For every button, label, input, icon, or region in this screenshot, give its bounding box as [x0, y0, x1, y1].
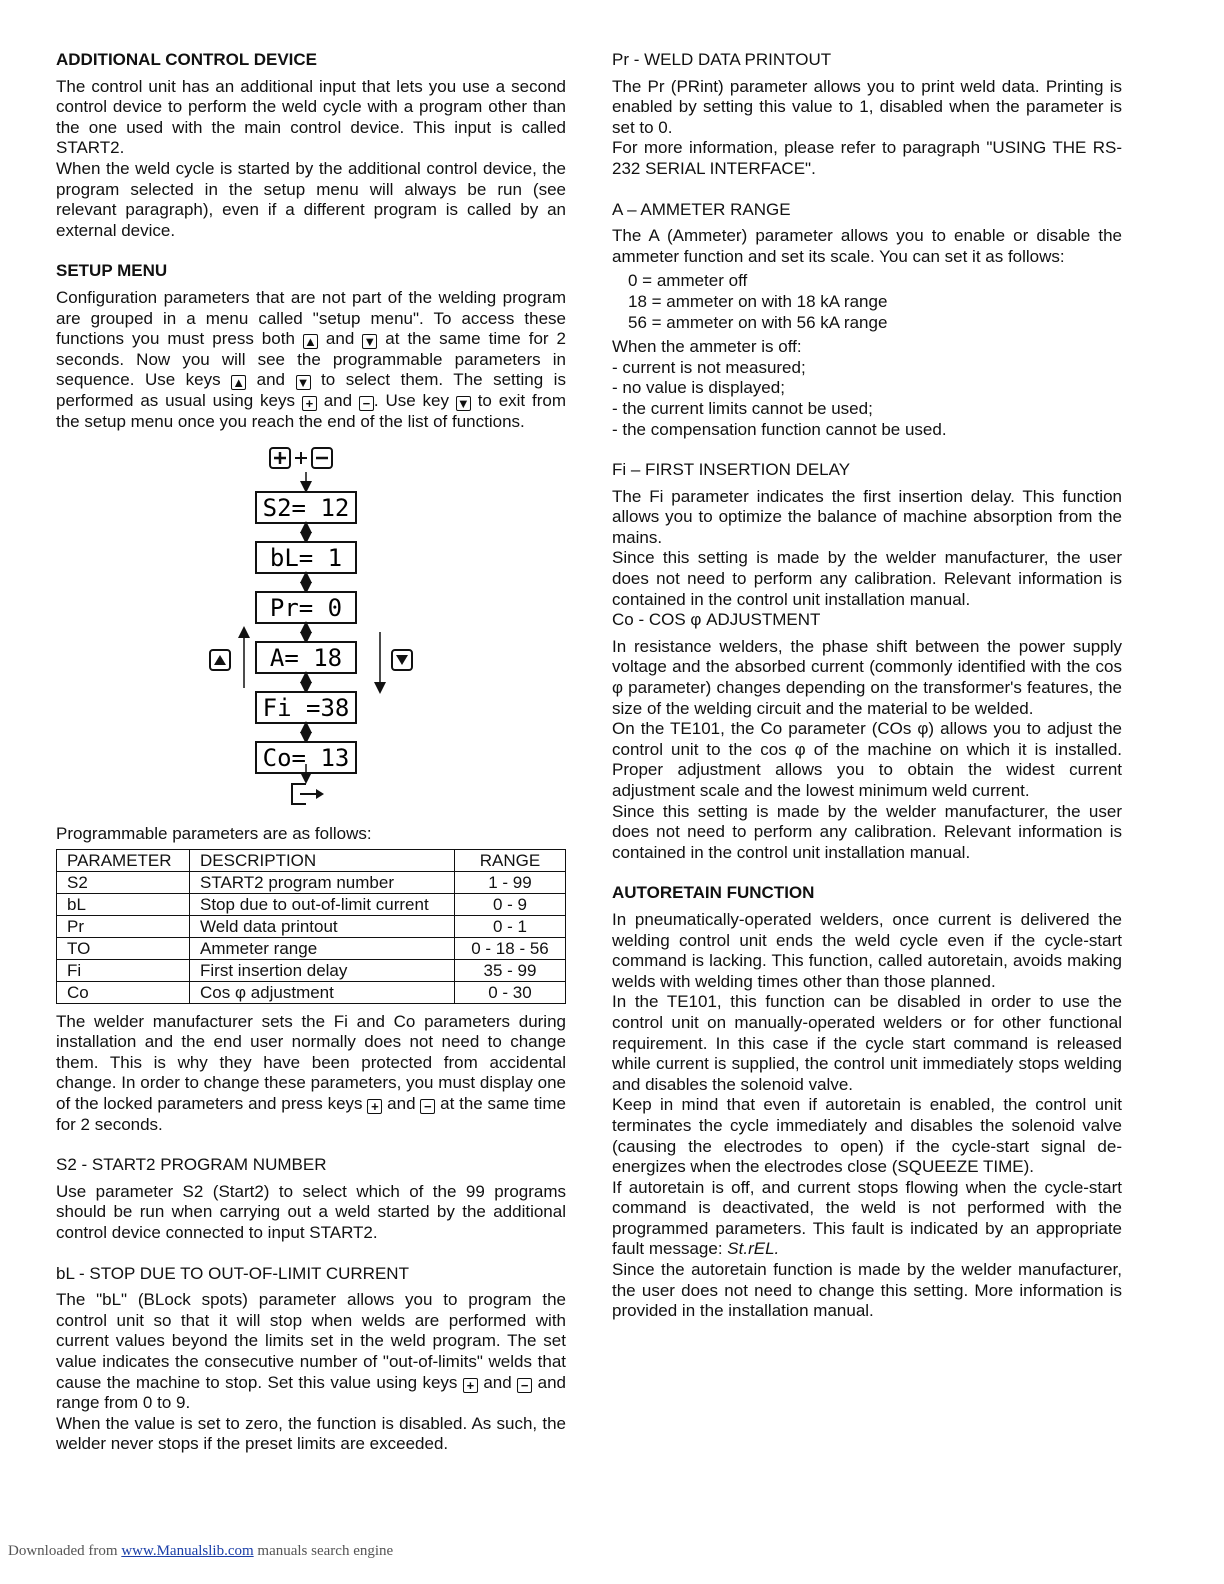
- down-key-icon: [392, 650, 412, 670]
- paragraph: When the ammeter is off:: [612, 337, 802, 357]
- table-row: [57, 981, 566, 1003]
- heading-pr: Pr - WELD DATA PRINTOUT: [612, 50, 832, 69]
- footer: Downloaded from www.Manualslib.com manuals search engine: [8, 1543, 394, 1559]
- exit-icon: [292, 784, 324, 804]
- lcd-display-text: bL= 1: [269, 544, 343, 573]
- table-row: [57, 893, 566, 915]
- down-key-icon: ▼: [456, 395, 470, 411]
- down-key-icon: ▼: [296, 375, 310, 391]
- locked-paragraph: The welder manufacturer sets the Fi and Co parameters during installation and the end user normally does not need to change them. This is why they have been protected from accidental change. In order to change these parameters, you must display one of the locked parameters and press keys + and − at the same time for 2 seconds.: [56, 1011, 566, 1134]
- paragraph: Use parameter S2 (Start2) to select which of the 99 programs should be run when carrying out a weld started by the additional control device connected to input START2.: [56, 1181, 566, 1243]
- plus-key-icon: +: [302, 396, 317, 411]
- plus-key-icon: +: [463, 1378, 478, 1393]
- table-row: [57, 959, 566, 981]
- plus-key-icon: +: [367, 1099, 382, 1114]
- up-key-icon: ▲: [303, 334, 317, 350]
- paragraph: When the value is set to zero, the function is disabled. As such, the welder never stops if the preset limits are exceeded.: [56, 1413, 566, 1454]
- lcd-display-text: Pr= 0: [269, 594, 343, 623]
- list-item: - no value is displayed;: [612, 378, 785, 398]
- fault-paragraph: If autoretain is off, and current stops flowing when the cycle-start command is deactivated, the weld is not performed with the programmed parameters. This fault is indicated by an appropriate fault message: St.rEL.: [612, 1177, 1122, 1259]
- heading-bl: bL - STOP DUE TO OUT-OF-LIMIT CURRENT: [56, 1263, 409, 1283]
- description-cell: START2 program number: [190, 871, 455, 893]
- table-row: [57, 871, 566, 893]
- lcd-display: [256, 492, 356, 523]
- list-item: - the compensation function cannot be used.: [612, 419, 947, 439]
- range-cell: 0 - 1: [455, 915, 566, 937]
- setup-paragraph: Configuration parameters that are not part of the welding program are grouped in a menu called "setup menu". To access these functions you must press both ▲ and ▼ at the same time for 2 seconds. Now you will see the programmable parameters in sequence. Use keys ▲ and ▼ to select them. The setting is performed as usual using keys + and − . Use key ▼ to exit from the setup menu once you reach the end of the list of functions.: [56, 287, 567, 431]
- minus-key-icon: −: [359, 396, 374, 411]
- paragraph: The control unit has an additional input that lets you use a second control device to perform the weld cycle with a program other than the one used with the main control device. This input is called START2.: [56, 76, 566, 158]
- heading-additional-control-device: ADDITIONAL CONTROL DEVICE: [56, 50, 317, 69]
- left-column: [56, 50, 566, 1455]
- minus-key-icon: [312, 448, 332, 468]
- parameter-cell: Pr: [57, 915, 190, 937]
- ammeter-options-list: [612, 271, 1122, 333]
- heading-fi: Fi – FIRST INSERTION DELAY: [612, 460, 851, 480]
- paragraph: When the weld cycle is started by the additional control device, the program selected in the setup menu will always be run (see relevant paragraph), even if a different program is called by an external device.: [56, 158, 566, 240]
- list-item: 18 = ammeter on with 18 kA range: [628, 291, 888, 311]
- up-key-icon: ▲: [232, 375, 246, 391]
- list-item: - current is not measured;: [612, 357, 806, 377]
- description-cell: First insertion delay: [190, 959, 455, 981]
- list-item: 0 = ammeter off: [628, 271, 748, 291]
- right-column: [612, 50, 1122, 1322]
- plus-sign-icon: [295, 452, 307, 464]
- parameter-cell: bL: [57, 893, 190, 915]
- column-header: RANGE: [455, 849, 566, 871]
- column-header: DESCRIPTION: [190, 849, 455, 871]
- parameters-table: [56, 849, 566, 1004]
- list-item: 56 = ammeter on with 56 kA range: [628, 312, 888, 332]
- table-row: [57, 937, 566, 959]
- parameter-cell: TO: [57, 937, 190, 959]
- up-key-icon: [210, 650, 230, 670]
- setup-menu-flowchart: [56, 432, 566, 820]
- paragraph: The Pr (PRint) parameter allows you to print weld data. Printing is enabled by setting this value to 1, disabled when the parameter is set to 0.: [612, 76, 1122, 137]
- lcd-display-text: A= 18: [269, 644, 343, 673]
- paragraph: In the TE101, this function can be disabled in order to use the control unit on manually-operated welders or for other functional requirement. In this case if the cycle start command is released while current is supplied, the control unit immediately stops welding and disables the solenoid valve.: [612, 992, 1122, 1094]
- parameter-cell: Fi: [57, 959, 190, 981]
- manualslib-link[interactable]: www.Manualslib.com: [121, 1543, 254, 1559]
- heading-autoretain: AUTORETAIN FUNCTION: [612, 883, 815, 903]
- column-header: PARAMETER: [57, 849, 190, 871]
- table-intro: Programmable parameters are as follows:: [56, 824, 372, 844]
- paragraph: For more information, please refer to paragraph "USING THE RS-232 SERIAL INTERFACE".: [612, 138, 1122, 178]
- down-key-icon: ▼: [363, 334, 377, 350]
- parameter-cell: S2: [57, 871, 190, 893]
- lcd-display: [256, 592, 356, 623]
- lcd-display: [256, 642, 356, 673]
- description-cell: Weld data printout: [190, 915, 455, 937]
- heading-co: Co - COS φ ADJUSTMENT: [612, 610, 821, 630]
- range-cell: 0 - 18 - 56: [455, 937, 566, 959]
- heading-ammeter: A – AMMETER RANGE: [612, 199, 791, 219]
- paragraph: On the TE101, the Co parameter (COs φ) allows you to adjust the control unit to the cos φ of the machine on which it is installed. Proper adjustment allows you to obtain the widest current adjustment scale and the lowest minimum weld current.: [612, 719, 1122, 800]
- lcd-display-text: S2= 12: [262, 494, 350, 523]
- paragraph: In resistance welders, the phase shift between the power supply voltage and the absorbed current (commonly identified with the cos φ parameter) changes depending on the transformer's features, the size of the welding circuit and the material to be welded.: [612, 636, 1122, 718]
- plus-key-icon: [270, 448, 290, 468]
- range-cell: 0 - 30: [455, 981, 566, 1003]
- setup-menu-diagram: [56, 432, 566, 820]
- paragraph: Since the autoretain function is made by the welder manufacturer, the user does not need to change this setting. More information is provided in the installation manual.: [612, 1260, 1122, 1321]
- parameter-cell: Co: [57, 981, 190, 1003]
- heading-s2: S2 - START2 PROGRAM NUMBER: [56, 1155, 327, 1175]
- table-row: [57, 915, 566, 937]
- range-cell: 0 - 9: [455, 893, 566, 915]
- table-header-row: [57, 849, 566, 871]
- paragraph: Since this setting is made by the welder manufacturer, the user does not need to perform any calibration. Relevant information is contained in the control unit installation manual.: [612, 548, 1122, 609]
- paragraph: The A (Ammeter) parameter allows you to enable or disable the ammeter function and set its scale. You can set it as follows:: [612, 226, 1122, 266]
- range-cell: 1 - 99: [455, 871, 566, 893]
- range-cell: 35 - 99: [455, 959, 566, 981]
- lcd-display-text: Fi =38: [262, 694, 350, 723]
- lcd-display: [256, 692, 356, 723]
- ammeter-off-list: [612, 358, 1122, 440]
- bl-paragraph: The "bL" (BLock spots) parameter allows you to program the control unit so that it will stop when welds are performed with current values beyond the limits set in the weld program. The set value indicates the consecutive number of "out-of-limits" welds that cause the machine to stop. Set this value using keys + and − and range from 0 to 9.: [56, 1290, 566, 1413]
- paragraph: Keep in mind that even if autoretain is enabled, the control unit terminates the cycle immediately and disables the solenoid valve (causing the electrodes to open) if the cycle-start signal de-energizes when the electrodes close (SQUEEZE TIME).: [612, 1095, 1122, 1177]
- paragraph: In pneumatically-operated welders, once current is delivered the welding control unit ends the weld cycle even if the cycle-start command is lacking. This function, called autoretain, avoids making welds with welding times other than those planned.: [612, 909, 1122, 991]
- heading-setup-menu: SETUP MENU: [56, 261, 168, 281]
- description-cell: Ammeter range: [190, 937, 455, 959]
- description-cell: Cos φ adjustment: [190, 981, 455, 1003]
- lcd-display-text: Co= 13: [262, 744, 350, 773]
- paragraph: Since this setting is made by the welder manufacturer, the user does not need to perform any calibration. Relevant information is contained in the control unit installation manual.: [612, 801, 1122, 862]
- lcd-display: [256, 542, 356, 573]
- minus-key-icon: −: [420, 1099, 435, 1114]
- list-item: - the current limits cannot be used;: [612, 398, 873, 418]
- fault-message: St.rEL.: [727, 1239, 780, 1259]
- paragraph: The Fi parameter indicates the first insertion delay. This function allows you to optimize the balance of machine absorption from the mains.: [612, 486, 1122, 547]
- description-cell: Stop due to out-of-limit current: [190, 893, 455, 915]
- minus-key-icon: −: [517, 1378, 532, 1393]
